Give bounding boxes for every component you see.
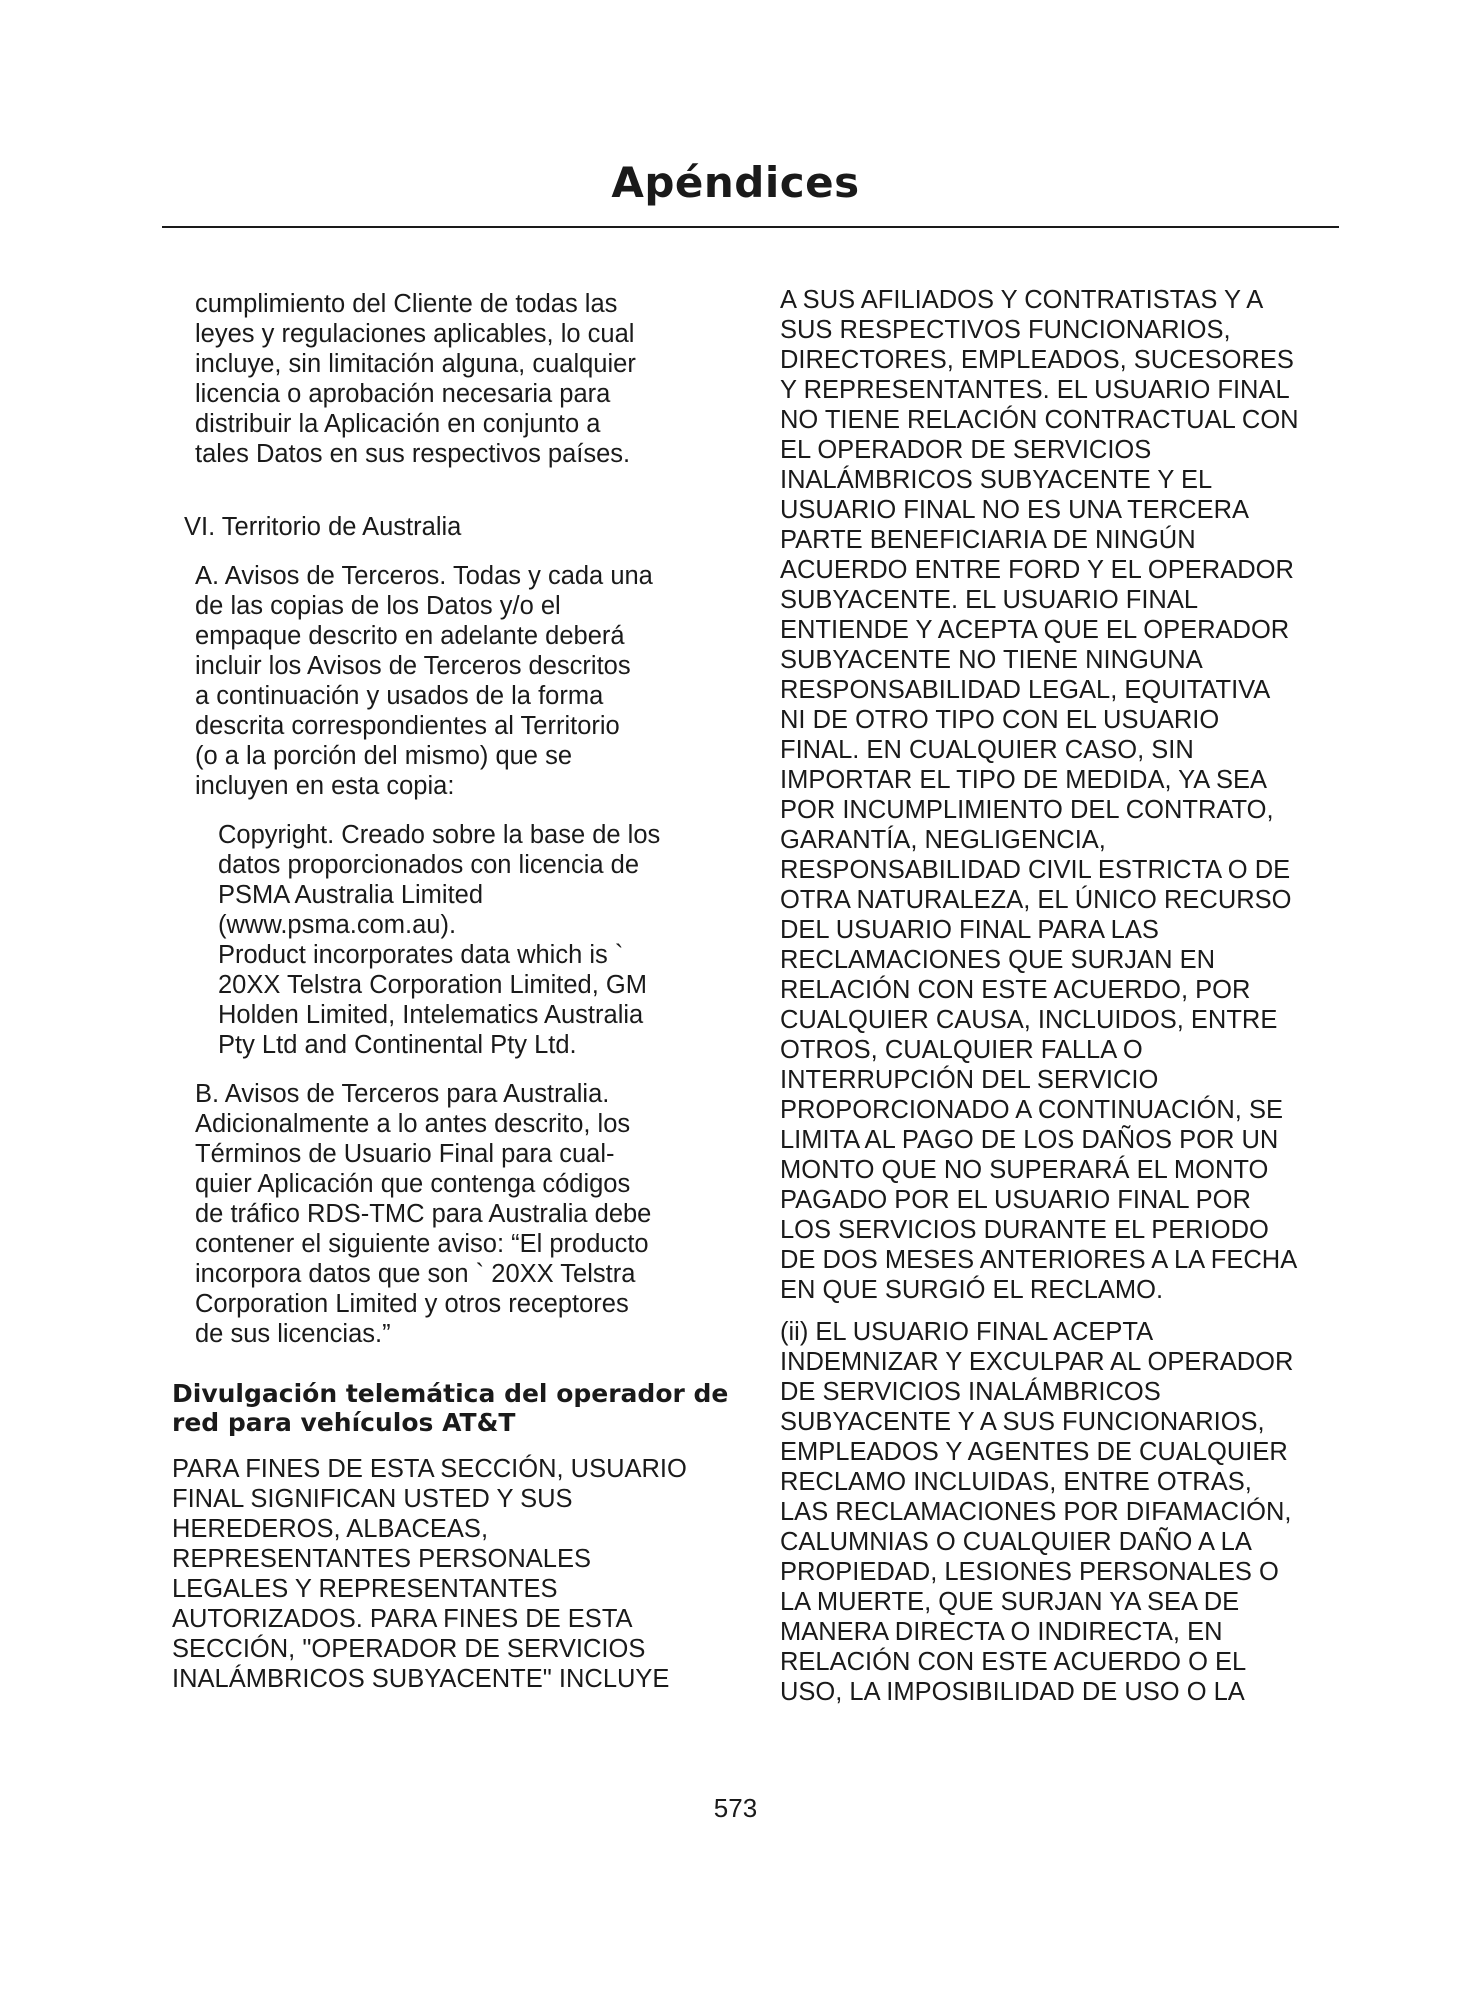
indemnity-paragraph: (ii) EL USUARIO FINAL ACEPTA INDEMNIZAR Y EXCULPAR AL OPERADOR DE SERVICIOS INALÁMBRICOS SUBYACENTE Y A SUS FUNCIONARIOS, EMPLEADOS Y AGENTES DE CUALQUIER RECLAMO INCLUIDAS, ENTRE OTRAS, LAS RECLAMACIONES POR DIFAMACIÓN, CALUMNIAS O CUALQUIER DAÑO A LA PROPIEDAD, LESIONES PERSONALES O LA MUERTE, QUE SURJAN YA SEA DE MANERA DIRECTA O INDIRECTA, EN RELACIÓN CON ESTE ACUERDO O EL USO, LA IMPOSIBILIDAD DE USO O LA (780, 1318, 1294, 1706)
notice-a-paragraph: A. Avisos de Terceros. Todas y cada una de las copias de los Datos y/o el empaque descrito en adelante deberá incluir los Avisos de Terceros descritos a continuación y usados de la forma descrita correspondientes al Territorio (o a la porción del mismo) que se incluyen en esta copia: (195, 562, 653, 800)
title-divider (162, 226, 1339, 228)
liability-paragraph: A SUS AFILIADOS Y CONTRATISTAS Y A SUS RESPECTIVOS FUNCIONARIOS, DIRECTORES, EMPLEADOS, SUCESORES Y REPRESENTANTES. EL USUARIO FINAL NO TIENE RELACIÓN CONTRACTUAL CON EL OPERADOR DE SERVICIOS INALÁMBRICOS SUBYACENTE Y EL USUARIO FINAL NO ES UNA TERCERA PARTE BENEFICIARIA DE NINGÚN ACUERDO ENTRE FORD Y EL OPERADOR SUBYACENTE. EL USUARIO FINAL ENTIENDE Y ACEPTA QUE EL OPERADOR SUBYACENTE NO TIENE NINGUNA RESPONSABILIDAD LEGAL, EQUITATIVA NI DE OTRO TIPO CON EL USUARIO FINAL. EN CUALQUIER CASO, SIN IMPORTAR EL TIPO DE MEDIDA, YA SEA POR INCUMPLIMIENTO DEL CONTRATO, GARANTÍA, NEGLIGENCIA, RESPONSABILIDAD CIVIL ESTRICTA O DE OTRA NATURALEZA, EL ÚNICO RECURSO DEL USUARIO FINAL PARA LAS RECLAMACIONES QUE SURJAN EN RELACIÓN CON ESTE ACUERDO, POR CUALQUIER CAUSA, INCLUIDOS, ENTRE OTROS, CUALQUIER FALLA O INTERRUPCIÓN DEL SERVICIO PROPORCIONADO A CONTINUACIÓN, SE LIMITA AL PAGO DE LOS DAÑOS POR UN MONTO QUE NO SUPERARÁ EL MONTO PAGADO POR EL USUARIO FINAL POR LOS SERVICIOS DURANTE EL PERIODO DE DOS MESES ANTERIORES A LA FECHA EN QUE SURGIÓ EL RECLAMO. (780, 286, 1299, 1304)
page-title: Apéndices (611, 158, 860, 207)
end-user-definition: PARA FINES DE ESTA SECCIÓN, USUARIO FINAL SIGNIFICAN USTED Y SUS HEREDEROS, ALBACEAS, REPRESENTANTES PERSONALES LEGALES Y REPRESENTANTES AUTORIZADOS. PARA FINES DE ESTA SECCIÓN, "OPERADOR DE SERVICIOS INALÁMBRICOS SUBYACENTE" INCLUYE (172, 1455, 687, 1693)
att-section-heading: Divulgación telemática del operador de red para vehículos AT&T (172, 1379, 729, 1437)
notice-b-paragraph: B. Avisos de Terceros para Australia. Adicionalmente a lo antes descrito, los Términos de Usuario Final para cual- quier Aplicación que contenga códigos de tráfico RDS-TMC para Australia debe contener el siguiente aviso: “El producto incorpora datos que son ` 20XX Telstra Corporation Limited y otros receptores de sus licencias.” (195, 1080, 652, 1348)
copyright-notice: Copyright. Creado sobre la base de los datos proporcionados con licencia de PSMA Australia Limited (www.psma.com.au). Product incorporates data which is ` 20XX Telstra Corporation Limited, GM Holden Limited, Intelematics Australia Pty Ltd and Continental Pty Ltd. (218, 821, 661, 1059)
section-vi-heading: VI. Territorio de Australia (184, 513, 462, 541)
intro-paragraph: cumplimiento del Cliente de todas las leyes y regulaciones aplicables, lo cual incluye, sin limitación alguna, cualquier licencia o aprobación necesaria para distribuir la Aplicación en conjunto a tales Datos en sus respectivos países. (195, 290, 636, 468)
page-number: 573 (713, 1793, 758, 1823)
right-column (780, 285, 1340, 1707)
left-column (172, 285, 732, 1694)
